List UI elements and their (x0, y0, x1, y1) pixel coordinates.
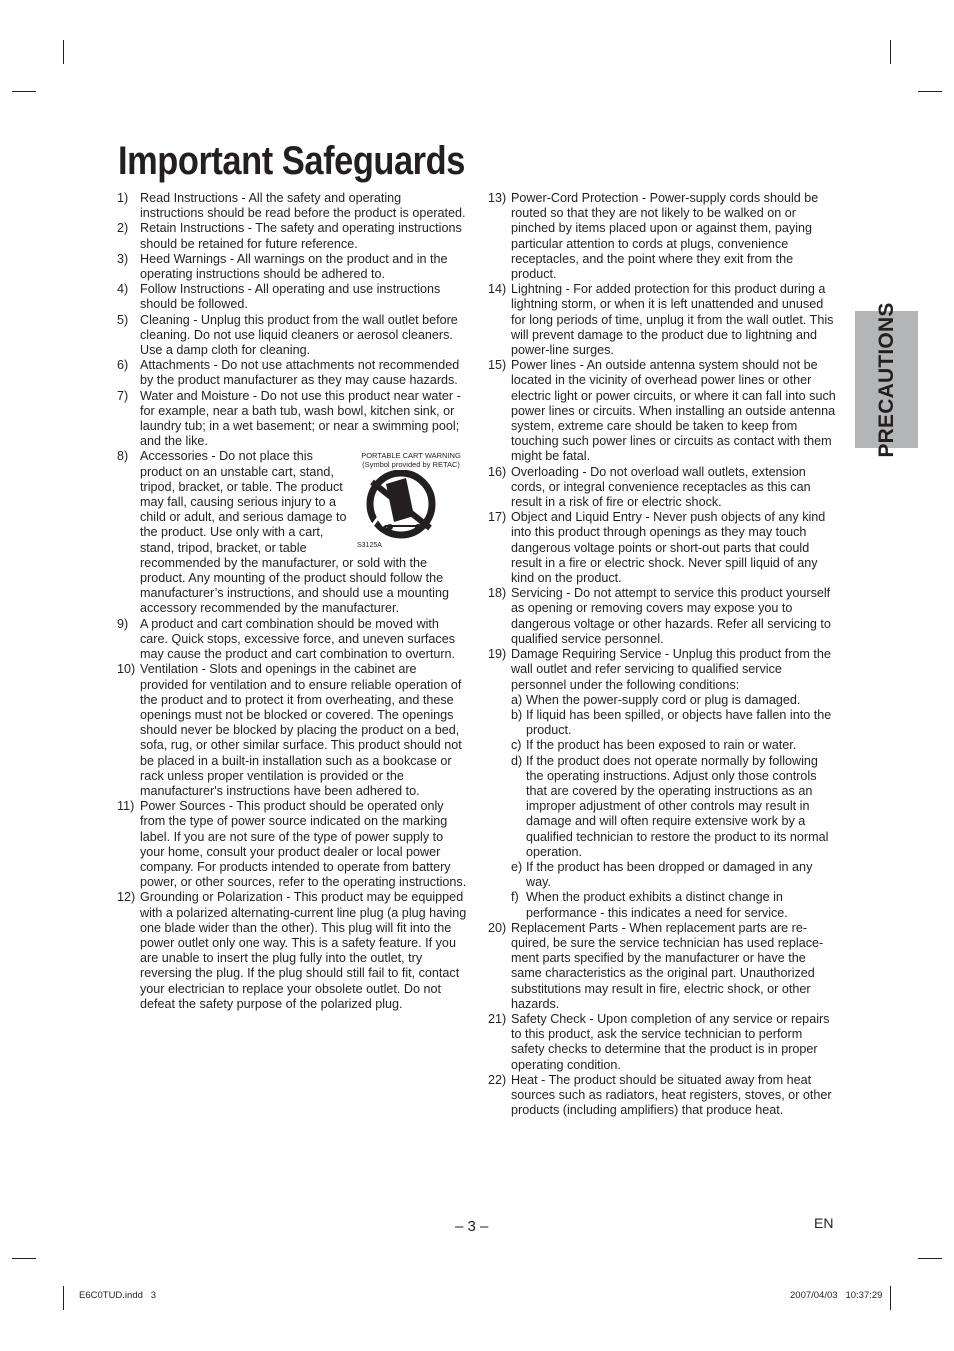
list-item (488, 921, 838, 1012)
item-text: Read Instructions - All the safety and operating instructions should be read before the product is operated. (140, 191, 466, 221)
crop-mark (12, 91, 36, 92)
item-number: c) (511, 738, 522, 753)
page-number: – 3 – (455, 1218, 489, 1235)
list-item (117, 799, 467, 890)
list-item (488, 647, 838, 921)
list-item (488, 358, 838, 464)
item-number: 13) (488, 191, 507, 205)
crop-mark (63, 1286, 64, 1310)
list-item (117, 449, 467, 616)
left-column (117, 191, 467, 1012)
item-text: Ventilation - Slots and openings in the cabinet are provided for ventilation and to ensure reliable operation of the product and to protect it from overheating, and these openings must not be blocked or covered. The openings should never be blocked by placing the product on a bed, sofa, rug, or other similar surface. This product should not be placed in a built-in installation such as a bookcase or rack unless proper ventilation is provided or the manufacturer's instructions have been adhered to. (140, 662, 462, 798)
cart-caption-2: (Symbol provided by RETAC) (362, 460, 460, 470)
condition-list (511, 693, 838, 921)
item-number: 14) (488, 282, 507, 297)
item-number: 19) (488, 647, 507, 662)
item-number: 17) (488, 510, 507, 525)
item-number: 12) (117, 890, 136, 905)
cart-warning-figure (355, 449, 467, 549)
item-text: Power Sources - This product should be operated only from the type of power source indicated on the marking label. If you are not sure of the type of power supply to your home, consult your product dealer or local power company. For products intended to operate from battery power, or other sources, refer to the operating instructions. (140, 799, 467, 890)
crop-mark (63, 40, 64, 64)
list-item (488, 1073, 838, 1119)
list-item (117, 191, 467, 221)
item-number: a) (511, 692, 523, 707)
item-number: 3) (117, 251, 129, 266)
item-number: 10) (117, 662, 136, 677)
list-item (117, 282, 467, 312)
list-item (488, 282, 838, 358)
item-text: If the product has been dropped or damaged in any way. (526, 859, 813, 890)
item-text: Damage Requiring Service - Unplug this product from the wall outlet and refer servicing to qualified service personnel under the following conditions: (511, 647, 831, 692)
item-number: 20) (488, 920, 507, 935)
item-text: Attachments - Do not use attachments not recommended by the product manufacturer as they may cause hazards. (140, 358, 460, 388)
item-text: A product and cart combination should be moved with care. Quick stops, excessive force, and uneven surfaces may cause the product and cart combination to overturn. (140, 616, 456, 662)
list-item (488, 1012, 838, 1073)
item-text: Servicing - Do not attempt to service this product yourself as opening or removing covers may expose you to dangerous voltage or other hazards. Refer all servicing to qualified service personnel. (511, 586, 831, 646)
item-number: 5) (117, 312, 129, 327)
item-text: Retain Instructions - The safety and operating instructions should be retained for future reference. (140, 221, 462, 251)
item-text: When the product exhibits a distinct change in performance - this indicates a need for service. (526, 890, 788, 920)
item-number: 4) (117, 282, 129, 297)
list-item (117, 890, 467, 1012)
item-text: Object and Liquid Entry - Never push objects of any kind into this product through openings as they may touch dangerous voltage points or short-out parts that could result in a fire or electric shock. Never spill liquid of any kind on the product. (511, 510, 826, 586)
item-number: f) (511, 890, 519, 905)
safeguard-list (117, 191, 467, 449)
list-item (488, 465, 838, 511)
condition-item (511, 738, 838, 753)
list-item (488, 510, 838, 586)
item-number: 21) (488, 1011, 507, 1026)
condition-item (511, 708, 838, 738)
item-text: Heat - The product should be situated away from heat sources such as radiators, heat registers, stoves, or other products (including amplifiers) that produce heat. (511, 1072, 832, 1118)
item-number: 18) (488, 586, 507, 601)
condition-item (511, 754, 838, 860)
item-text: Safety Check - Upon completion of any service or repairs to this product, ask the service technician to perform safety checks to determine that the product is in proper operating condition. (511, 1011, 830, 1072)
list-item (488, 191, 838, 282)
item-text: Lightning - For added protection for this product during a lightning storm, or when it is left unattended and unused for long periods of time, unplug it from the wall outlet. This will prevent damage to the product due to lightning and power-line surges. (511, 282, 834, 358)
item-number: 1) (117, 191, 129, 205)
cart-code: S3125A (357, 542, 382, 550)
footer-filename: E6C0TUD.indd 3 (79, 1290, 157, 1301)
item-number: 7) (117, 388, 129, 403)
crop-mark (890, 40, 891, 64)
item-number: 6) (117, 358, 129, 373)
item-text: When the power-supply cord or plug is damaged. (526, 692, 801, 707)
safeguard-list (488, 921, 838, 1119)
item-text: Power-Cord Protection - Power-supply cords should be routed so that they are not likely to be walked on or pinched by items placed upon or against them, paying particular attention to cords at plugs, convenience receptacles, and the point where they exit from the product. (511, 191, 819, 282)
right-column (488, 191, 838, 1118)
item-text: If the product does not operate normally by following the operating instructions. Adjust only those controls that are covered by the operating instructions as an improper adjustment of other controls may result in damage and will often require extensive work by a qualified technician to restore the product to its normal operation. (526, 753, 829, 859)
item-text: Heed Warnings - All warnings on the product and in the operating instructions should be adhered to. (140, 251, 448, 282)
cart-tipover-icon (360, 470, 442, 540)
item-text: Replacement Parts - When replacement parts are re-quired, be sure the service technician has used replace-ment parts specified by the manufacturer or have the same characteristics as the original part. Unauthorized substitutions may result in fire, electric shock, or other hazards. (511, 920, 824, 1011)
item-number: 8) (117, 449, 129, 464)
item-number: 16) (488, 464, 507, 479)
crop-mark (918, 91, 942, 92)
item-text: Power lines - An outside antenna system should not be located in the vicinity of overhead power lines or other electric light or power circuits, or where it can fall into such power lines or circuits. When installing an outside antenna system, extreme care should be taken to keep from touching such power lines or circuits as contact with them might be fatal. (511, 358, 836, 464)
item-text: Cleaning - Unplug this product from the wall outlet before cleaning. Do not use liquid cleaners or aerosol cleaners. Use a damp cloth for cleaning. (140, 312, 458, 358)
item-text: If liquid has been spilled, or objects have fallen into the product. (526, 707, 832, 738)
list-item (488, 586, 838, 647)
section-tab-label: PRECAUTIONS (874, 301, 898, 458)
item-number: 11) (117, 799, 135, 814)
item-number: b) (511, 707, 523, 722)
item-text: Overloading - Do not overload wall outlets, extension cords, or integral convenience receptacles as this can result in a risk of fire or electric shock. (511, 464, 811, 510)
list-item (117, 252, 467, 282)
item-text: Accessories - Do not place this product on an unstable cart, stand, tripod, bracket, or table. The product may fall, causing serious injury to a child or adult, and serious damage to the product. Use only with a cart, stand, tripod, bracket, or table recommended by the manufacturer, or sold with the product. Any mounting of the product should follow the manufacturer’s instructions, and should use a mounting accessory recommended by the manufacturer. (140, 449, 449, 616)
item-number: 22) (488, 1072, 507, 1087)
item-number: d) (511, 753, 523, 768)
language-code: EN (814, 1215, 834, 1231)
condition-item (511, 860, 838, 890)
item-number: 9) (117, 616, 129, 631)
safeguard-list (117, 617, 467, 1012)
list-item (117, 617, 467, 663)
crop-mark (918, 1258, 942, 1259)
item-number: 2) (117, 221, 129, 236)
item-text: Grounding or Polarization - This product may be equipped with a polarized alternating-current line plug (a plug having one blade wider than the other). This plug will fit into the power outlet only one way. This is a safety feature. If you are unable to insert the plug fully into the outlet, try reversing the plug. If the plug should still fail to fit, contact your electrician to replace your obsolete outlet. Do not defeat the safety purpose of the polarized plug. (140, 890, 467, 1011)
item-text: Follow Instructions - All operating and use instructions should be followed. (140, 282, 441, 312)
crop-mark (12, 1258, 36, 1259)
section-tab (855, 301, 918, 458)
list-item (117, 389, 467, 450)
crop-mark (890, 1286, 891, 1310)
footer-timestamp: 2007/04/03 10:37:29 (790, 1290, 883, 1301)
item-text: If the product has been exposed to rain or water. (526, 738, 797, 753)
item-number: 15) (488, 358, 507, 373)
list-item (117, 313, 467, 359)
list-item (117, 662, 467, 799)
list-item (117, 221, 467, 251)
item-number: e) (511, 859, 523, 874)
item-text: Water and Moisture - Do not use this product near water - for example, near a bath tub, wash bowl, kitchen sink, or laundry tub; in a wet basement; or near a swimming pool; and the like. (140, 388, 461, 449)
cart-caption-1: PORTABLE CART WARNING (361, 451, 461, 461)
safeguard-list (488, 191, 838, 647)
item-8-body (140, 449, 467, 616)
list-item (117, 358, 467, 388)
condition-item (511, 693, 838, 708)
page-title: Important Safeguards (118, 139, 465, 183)
condition-item (511, 890, 838, 920)
